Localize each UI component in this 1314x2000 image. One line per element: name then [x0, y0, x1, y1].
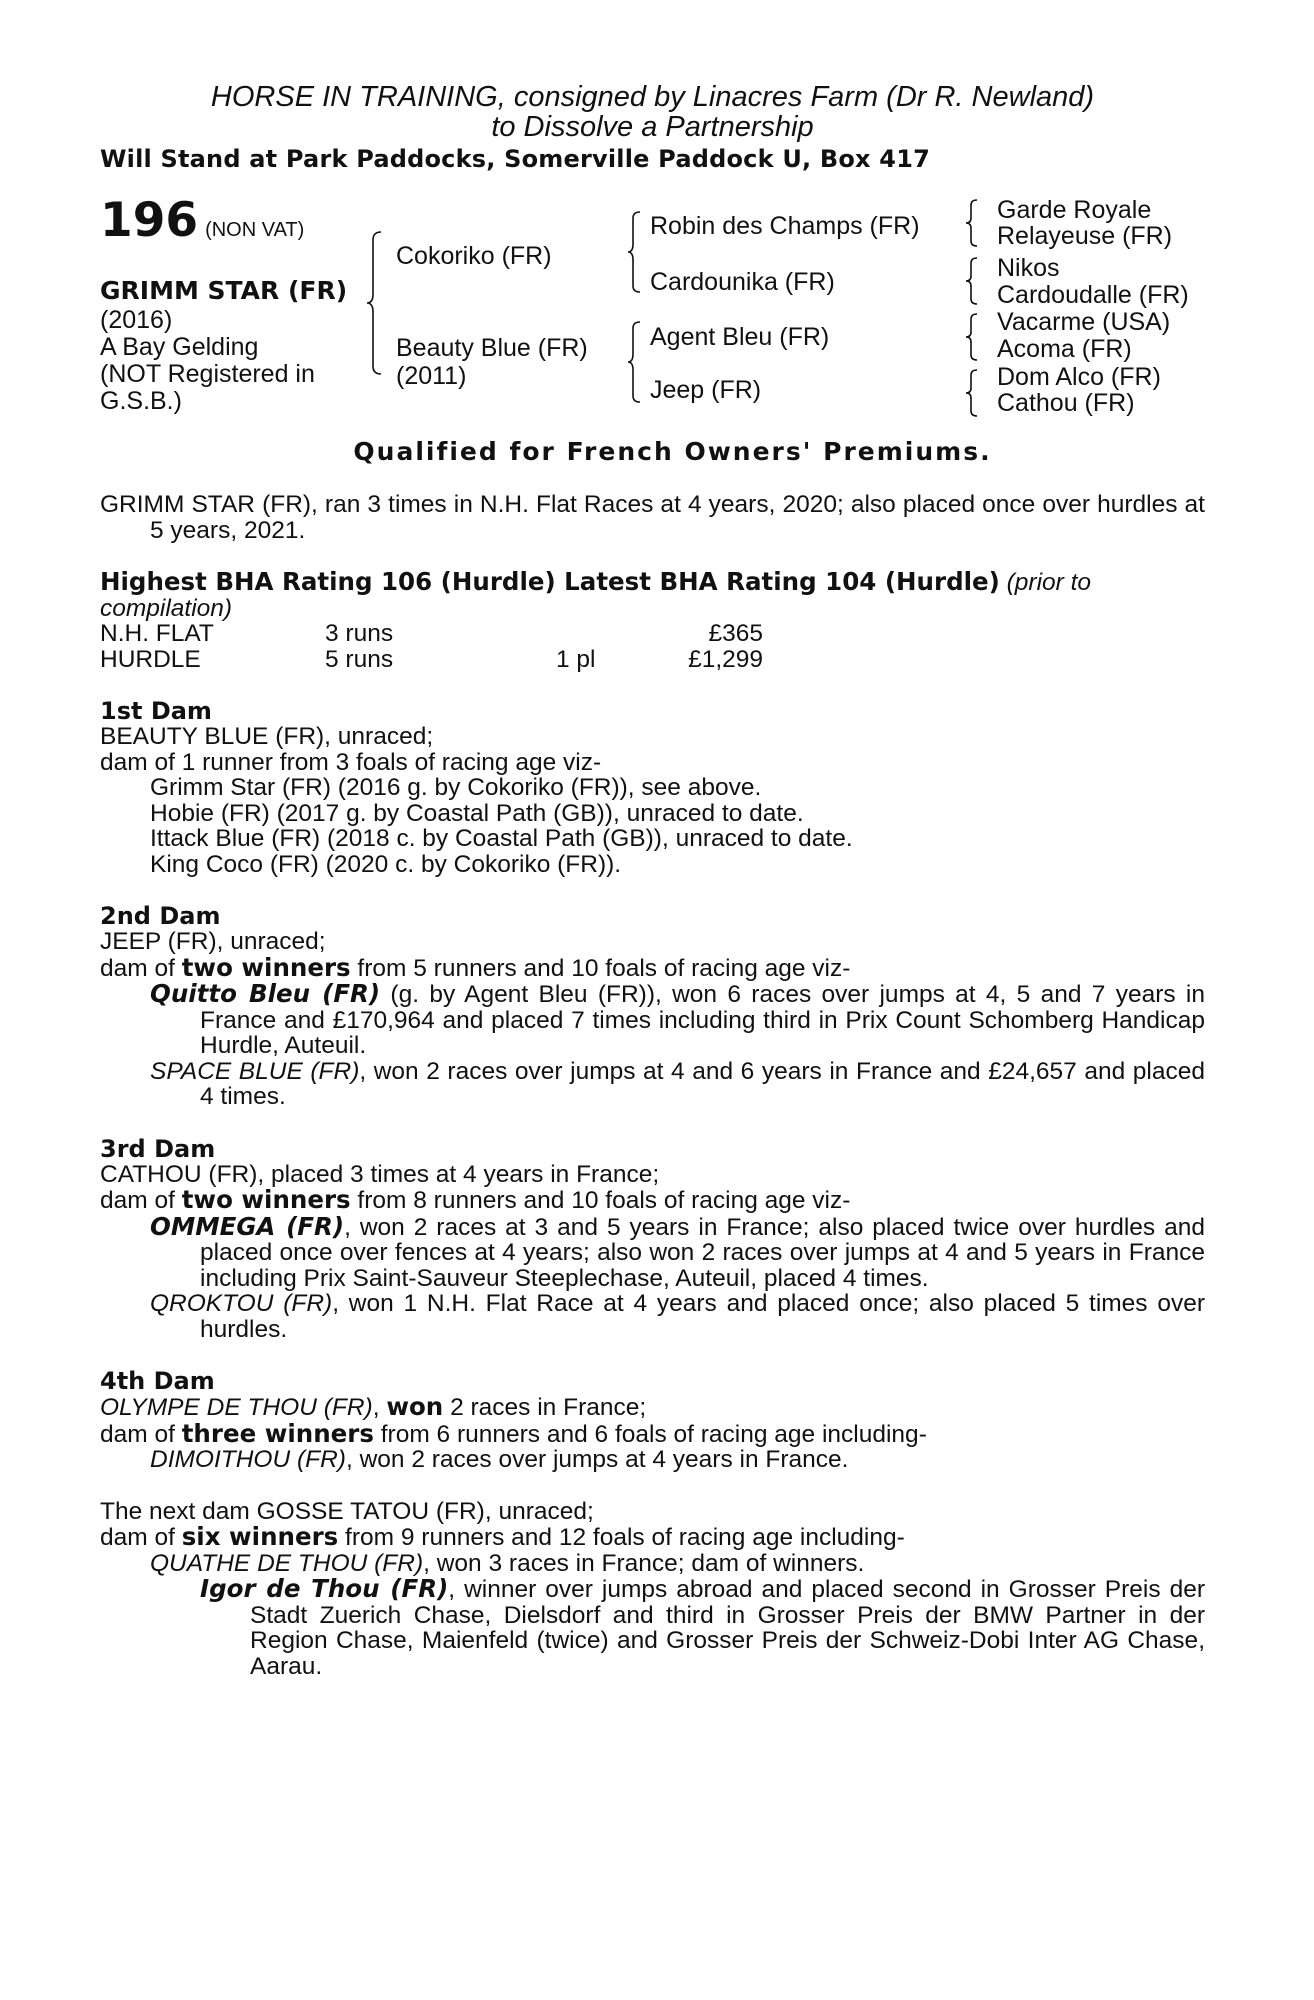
third-dam-heading: 3rd Dam — [100, 1134, 216, 1163]
grandsire-line: Dom Alco (FR) — [997, 363, 1161, 391]
foaling-year: (2016) — [100, 306, 173, 334]
second-dam-heading: 2nd Dam — [100, 902, 221, 930]
pedigree-brace — [966, 368, 980, 418]
sire: Cokoriko (FR) — [396, 242, 552, 270]
progeny-item: QUATHE DE THOU (FR), won 3 races in France; dam of winners. — [150, 1549, 865, 1577]
record-type: HURDLE — [100, 645, 201, 673]
next-dam-line: The next dam GOSSE TATOU (FR), unraced; — [100, 1497, 594, 1525]
record-placed: 1 pl — [556, 645, 596, 673]
stabling-line: Will Stand at Park Paddocks, Somerville Paddock U, Box 417 — [100, 145, 930, 173]
progeny-item: Ittack Blue (FR) (2018 c. by Coastal Path (GB)), unraced to date. — [150, 825, 853, 852]
dam-year: (2011) — [396, 362, 467, 390]
rating-text: Highest BHA Rating 106 (Hurdle) Latest BHA Rating 104 (Hurdle) — [100, 567, 1000, 596]
pedigree-brace — [966, 198, 980, 248]
progeny-item: DIMOITHOU (FR), won 2 races over jumps at 4 years in France. — [150, 1446, 849, 1473]
dam: Beauty Blue (FR) — [396, 334, 588, 362]
progeny-item: Quitto Bleu (FR) (g. by Agent Bleu (FR)), won 6 races over jumps at 4, 5 and 7 years in France and £170,964 and placed 7 times including third in Prix Count Schomberg Handicap Hurdle, Auteuil. — [150, 979, 1205, 1059]
progeny-item: OMMEGA (FR), won 2 races at 3 and 5 years in France; also placed twice over hurdles and placed once over fences at 4 years; also won 2 races over jumps at 4 and 5 years in France including Prix Saint-Sauveur Steeplechase, Auteuil, placed 4 times. — [150, 1211, 1206, 1292]
record-runs: 3 runs — [325, 620, 394, 647]
progeny-item: Igor de Thou (FR), winner over jumps abroad and placed second in Grosser Preis der Stadt Zuerich Chase, Dielsdorf and third in Grosser Preis der BMW Partner in der Region Chase, Maienfeld (twice) and Grosser Preis der Schweiz-Dobi Inter AG Chase, Aarau. — [200, 1574, 1206, 1680]
rating-note: (prior to compilation) — [100, 569, 1092, 622]
record-type: N.H. FLAT — [100, 620, 214, 647]
grandsire-line: Nikos — [997, 254, 1060, 282]
granddam-line: Cathou (FR) — [997, 389, 1135, 417]
grandsire-line: Vacarme (USA) — [997, 308, 1171, 336]
third-dam-line: CATHOU (FR), placed 3 times at 4 years in France; — [100, 1160, 660, 1188]
progeny-item: QROKTOU (FR), won 1 N.H. Flat Race at 4 years and placed once; also placed 5 times over hurdles. — [150, 1290, 1205, 1343]
progeny-item: Hobie (FR) (2017 g. by Coastal Path (GB)), unraced to date. — [150, 799, 804, 827]
first-dam-produce: dam of 1 runner from 3 foals of racing age viz- — [100, 748, 602, 776]
pedigree-brace — [628, 320, 644, 404]
fourth-dam-produce: dam of three winners from 6 runners and 6 foals of racing age including- — [100, 1418, 927, 1448]
sire-sire: Robin des Champs (FR) — [650, 212, 920, 240]
record-prize: £365 — [708, 620, 763, 647]
granddam-line: Acoma (FR) — [997, 335, 1132, 363]
racing-summary: GRIMM STAR (FR), ran 3 times in N.H. Flat Races at 4 years, 2020; also placed once over hurdles at 5 years, 2021. — [100, 491, 1205, 544]
pedigree-brace — [966, 256, 980, 306]
record-row — [100, 647, 1205, 673]
sire-dam: Cardounika (FR) — [650, 268, 835, 296]
third-dam-produce: dam of two winners from 8 runners and 10 foals of racing age viz- — [100, 1185, 851, 1214]
record-prize: £1,299 — [688, 645, 763, 673]
dam-sire: Agent Bleu (FR) — [650, 323, 830, 351]
fourth-dam-line: OLYMPE DE THOU (FR), won 2 races in France; — [100, 1392, 647, 1421]
registration-note-2: G.S.B.) — [100, 387, 182, 415]
record-row — [100, 621, 1205, 647]
horse-name: GRIMM STAR (FR) — [100, 276, 348, 305]
horse-description: A Bay Gelding — [100, 333, 259, 361]
catalogue-page — [100, 82, 1205, 1679]
vat-status: (NON VAT) — [205, 219, 305, 241]
consignor-line-2: to Dissolve a Partnership — [491, 111, 814, 143]
first-dam-line: BEAUTY BLUE (FR), unraced; — [100, 723, 434, 750]
record-runs: 5 runs — [325, 645, 394, 673]
registration-note: (NOT Registered in — [100, 360, 315, 388]
premium-qualification: Qualified for French Owners' Premiums. — [353, 437, 992, 466]
dam-dam: Jeep (FR) — [650, 376, 762, 404]
consignor-line: HORSE IN TRAINING, consigned by Linacres Farm (Dr R. Newland) — [210, 81, 1095, 113]
first-dam-heading: 1st Dam — [100, 697, 212, 725]
lot-number: 196 — [100, 193, 199, 248]
lot-heading — [100, 193, 305, 248]
next-dam-produce: dam of six winners from 9 runners and 12 foals of racing age including- — [100, 1522, 905, 1551]
progeny-item: SPACE BLUE (FR), won 2 races over jumps at 4 and 6 years in France and £24,657 and placed 4 times. — [150, 1057, 1205, 1110]
pedigree-brace — [628, 210, 644, 294]
progeny-item: King Coco (FR) (2020 c. by Cokoriko (FR)). — [150, 850, 622, 878]
second-dam-line: JEEP (FR), unraced; — [100, 928, 326, 955]
progeny-item: Grimm Star (FR) (2016 g. by Cokoriko (FR)), see above. — [150, 774, 762, 801]
grandsire-line: Garde Royale — [997, 196, 1152, 224]
granddam-line: Cardoudalle (FR) — [997, 281, 1189, 309]
second-dam-produce: dam of two winners from 5 runners and 10 foals of racing age viz- — [100, 952, 851, 982]
pedigree-brace — [966, 312, 980, 362]
fourth-dam-heading: 4th Dam — [100, 1367, 215, 1395]
bha-rating — [100, 569, 1205, 621]
pedigree-table — [100, 193, 1205, 431]
granddam-line: Relayeuse (FR) — [997, 222, 1173, 250]
pedigree-brace — [367, 230, 387, 376]
